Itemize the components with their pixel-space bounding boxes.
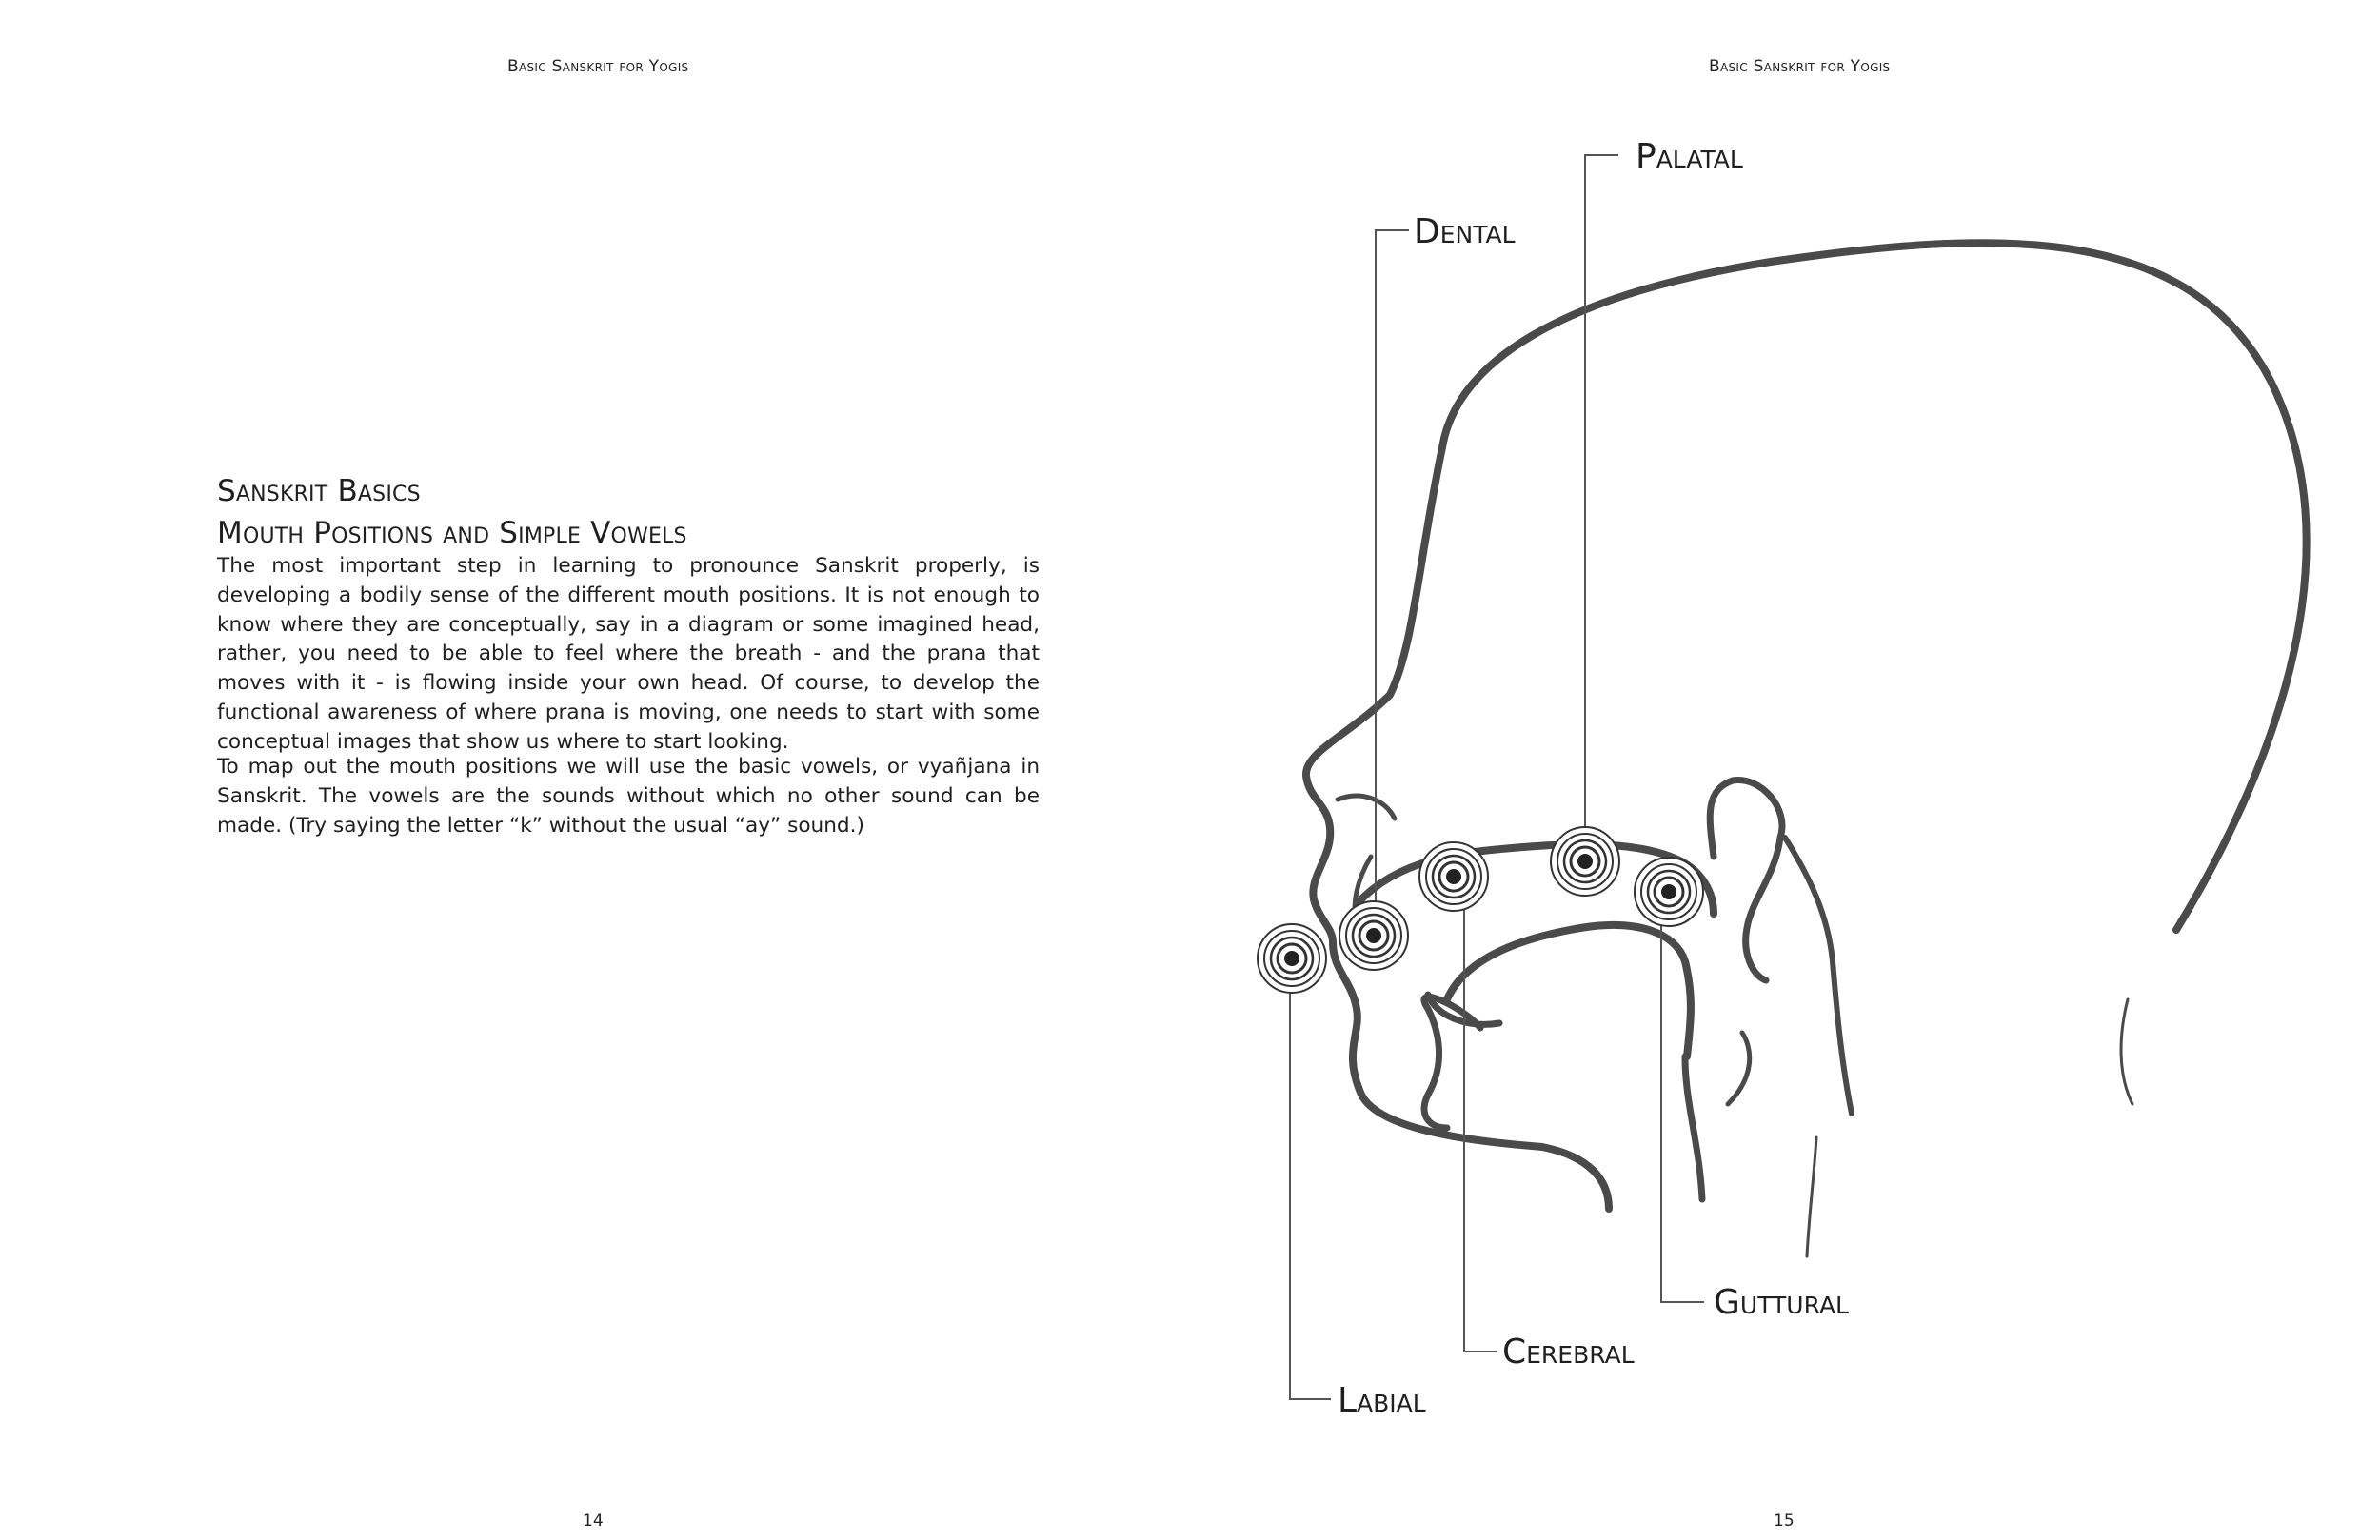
running-head: Basic Sanskrit for Yogis [507,57,689,76]
dental-target-icon [1339,901,1408,970]
cerebral-leader [1464,877,1497,1352]
label-labial: Labial [1338,1381,1426,1420]
palatal-target-icon [1551,827,1619,896]
dental-leader [1376,230,1409,931]
tongue-line [1447,925,1691,1056]
epiglottis-line [1728,1033,1750,1104]
running-head: Basic Sanskrit for Yogis [1709,57,1891,76]
ear-line [2121,999,2132,1104]
head-profile-line [1306,243,2307,1209]
section-title: Sanskrit Basics [217,474,421,508]
page-number: 14 [583,1511,604,1530]
cerebral-target-icon [1419,842,1488,911]
paragraph-text: To map out the mouth positions we will use the basic vowels, or vyañjana in Sanskrit. The vowels are the sounds without which no other sound can be made. (Try saying the letter “k” without the usual “ay” sound.) [217,755,1040,838]
uvula-line [1710,780,1782,980]
pharynx-line [1785,838,1852,1114]
section-subtitle: Mouth Positions and Simple Vowels [217,516,687,550]
label-cerebral: Cerebral [1502,1333,1635,1372]
labial-leader [1290,959,1331,1399]
label-palatal: Palatal [1636,137,1743,176]
guttural-target-icon [1635,858,1703,926]
nostril-line [1338,796,1395,819]
leader-lines [1290,155,1704,1399]
head-outline [1306,243,2307,1256]
throat-line [1685,1056,1702,1199]
palatal-leader [1585,155,1618,874]
neck-line [1807,1137,1816,1256]
label-guttural: Guttural [1714,1283,1849,1322]
page-number: 15 [1774,1511,1795,1530]
paragraph-text: The most important step in learning to pronounce Sanskrit properly, is developing a bodily sense of the different mouth positions. It is not enough to know where they are conceptually, say in a diagram or some imagined head, rather, you need to be able to feel where the breath - and the prana that moves with it - is flowing inside your own head. Of course, to develop the functional awareness of where prana is moving, one needs to start with some conceptual images that show us where to start looking. [217,554,1040,754]
label-dental: Dental [1414,212,1516,251]
labial-target-icon [1258,924,1326,993]
